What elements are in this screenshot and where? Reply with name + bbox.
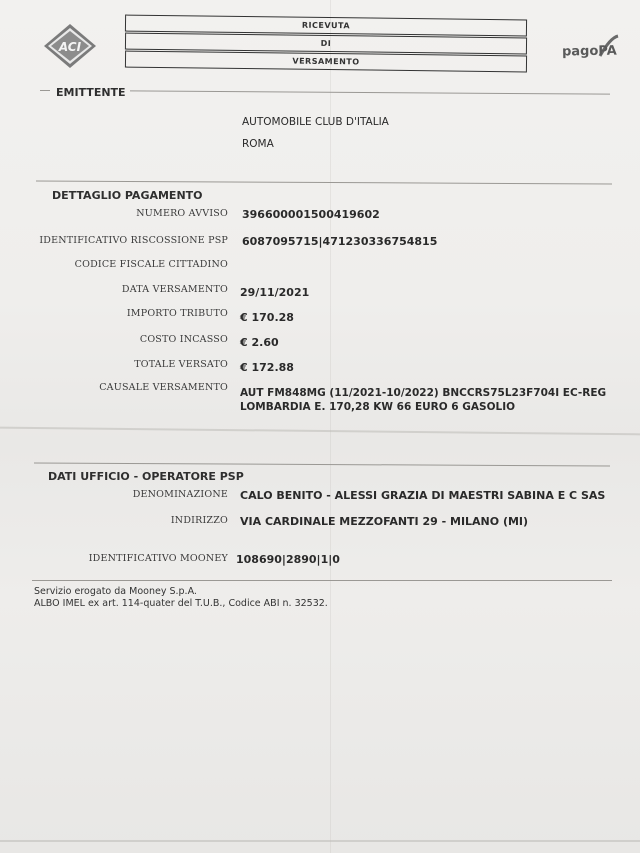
id-riscossione-label: IDENTIFICATIVO RISCOSSIONE PSP bbox=[39, 235, 228, 246]
denominazione-value: CALO BENITO - ALESSI GRAZIA DI MAESTRI SABINA E C SAS bbox=[240, 489, 606, 502]
rule-dettaglio bbox=[36, 180, 612, 184]
dettaglio-title: DETTAGLIO PAGAMENTO bbox=[52, 189, 203, 202]
rule-ufficio bbox=[34, 462, 610, 466]
denominazione-label: DENOMINAZIONE bbox=[132, 489, 228, 500]
rule-left-emittente bbox=[40, 90, 50, 91]
data-versamento-label: DATA VERSAMENTO bbox=[121, 284, 228, 295]
indirizzo-label: INDIRIZZO bbox=[170, 515, 228, 526]
importo-tributo-label: IMPORTO TRIBUTO bbox=[126, 308, 228, 319]
title-versamento: VERSAMENTO bbox=[125, 51, 527, 73]
pagopa-logo: pagoPA bbox=[561, 43, 617, 60]
indirizzo-value: VIA CARDINALE MEZZOFANTI 29 - MILANO (MI) bbox=[240, 515, 529, 528]
numero-avviso-label: NUMERO AVVISO bbox=[136, 208, 228, 219]
importo-tributo-value: € 170.28 bbox=[240, 311, 294, 324]
data-versamento-value: 29/11/2021 bbox=[240, 286, 310, 299]
codice-fiscale-label: CODICE FISCALE CITTADINO bbox=[74, 259, 228, 270]
svg-text:ACI: ACI bbox=[58, 40, 82, 54]
id-riscossione-value: 6087095715|471230336754815 bbox=[242, 235, 438, 248]
mooney-label: IDENTIFICATIVO MOONEY bbox=[88, 553, 228, 564]
title-ricevuta: RICEVUTA bbox=[125, 15, 527, 37]
causale-line1: AUT FM848MG (11/2021-10/2022) BNCCRS75L23F704I EC-REG bbox=[240, 387, 607, 399]
causale-label: CAUSALE VERSAMENTO bbox=[99, 382, 228, 393]
emittente-name: AUTOMOBILE CLUB D'ITALIA bbox=[242, 116, 389, 128]
numero-avviso-value: 396600001500419602 bbox=[242, 208, 380, 221]
emittente-title: EMITTENTE bbox=[56, 86, 126, 99]
mooney-value: 108690|2890|1|0 bbox=[236, 553, 340, 566]
costo-incasso-value: € 2.60 bbox=[240, 336, 279, 349]
title-di: DI bbox=[125, 33, 527, 55]
aci-logo-icon bbox=[42, 22, 98, 70]
rule-emittente bbox=[130, 90, 610, 94]
ufficio-title: DATI UFFICIO - OPERATORE PSP bbox=[48, 470, 244, 483]
rule-footer bbox=[32, 580, 612, 581]
paper-fold-line bbox=[0, 427, 640, 436]
footer-line2: ALBO IMEL ex art. 114-quater del T.U.B., Codice ABI n. 32532. bbox=[34, 598, 328, 609]
paper-fold-line-bottom bbox=[0, 840, 640, 842]
totale-versato-label: TOTALE VERSATO bbox=[134, 359, 228, 370]
costo-incasso-label: COSTO INCASSO bbox=[139, 334, 228, 345]
causale-line2: LOMBARDIA E. 170,28 KW 66 EURO 6 GASOLIO bbox=[240, 401, 516, 413]
emittente-city: ROMA bbox=[242, 138, 274, 150]
footer-line1: Servizio erogato da Mooney S.p.A. bbox=[34, 586, 197, 597]
totale-versato-value: € 172.88 bbox=[240, 361, 294, 374]
